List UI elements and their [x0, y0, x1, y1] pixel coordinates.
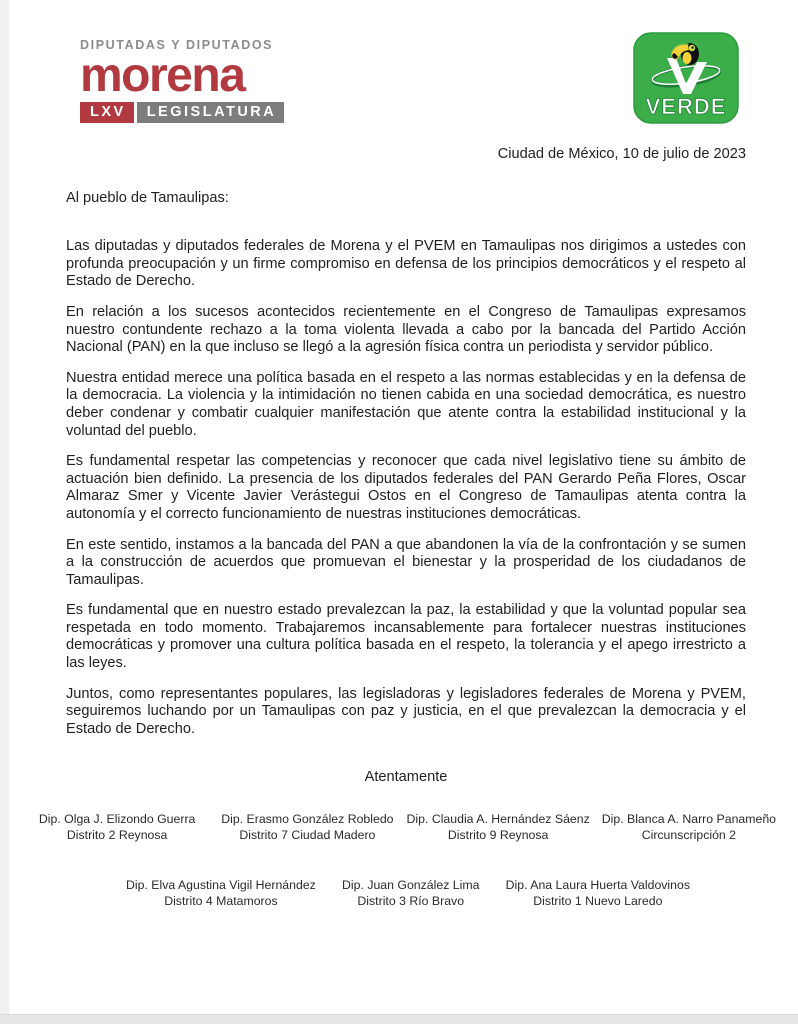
signature-row-2	[122, 878, 694, 909]
paragraph-5: En este sentido, instamos a la bancada del PAN a que abandonen la vía de la confrontación y se sumen a la construcción de acuerdos que promuevan el bienestar y la prosperidad de los ciudadanos de Tamaulipas.	[66, 536, 746, 588]
deputy-name: Dip. Claudia A. Hernández Sáenz	[406, 812, 590, 826]
deputy-district: Distrito 1 Nuevo Laredo	[533, 893, 663, 908]
scan-left-edge	[0, 0, 10, 1024]
deputy-name: Dip. Elva Agustina Vigil Hernández	[126, 878, 316, 892]
morena-wordmark: morena	[80, 49, 245, 102]
deputy-district: Distrito 2 Reynosa	[66, 827, 168, 842]
deputy-name: Dip. Erasmo González Robledo	[221, 812, 394, 826]
morena-logo	[80, 38, 280, 123]
signature-block	[22, 812, 212, 843]
signature-block	[122, 878, 320, 909]
deputy-name: Dip. Ana Laura Huerta Valdovinos	[505, 878, 690, 892]
verde-logo-icon	[633, 32, 739, 124]
deputy-name: Dip. Blanca A. Narro Panameño	[601, 812, 777, 826]
signature-row-1	[22, 812, 784, 843]
salutation: Al pueblo de Tamaulipas:	[66, 189, 229, 206]
lxv-badge: LXV	[80, 102, 134, 123]
signature-block	[212, 812, 402, 843]
deputy-district: Circunscripción 2	[641, 827, 737, 842]
signature-block	[403, 812, 594, 843]
paragraph-1: Las diputadas y diputados federales de Morena y el PVEM en Tamaulipas nos dirigimos a ustedes con profunda preocupación y un firme compromiso en defensa de los principios democráticos y el respeto al Estado de Derecho.	[66, 238, 746, 290]
paragraph-4: Es fundamental respetar las competencias y reconocer que cada nivel legislativo tiene su ámbito de actuación bien definido. La presencia de los diputados federales del PAN Gerardo Peña Flores, Oscar Almaraz Smer y Vicente Javier Verástegui Ostos en el Congreso de Tamaulipas atenta contra la autonomía y el correcto funcionamiento de nuestras instituciones democráticas.	[66, 453, 746, 522]
signature-block	[594, 812, 784, 843]
dateline: Ciudad de México, 10 de julio de 2023	[497, 146, 746, 162]
deputy-name: Dip. Juan González Lima	[342, 878, 480, 892]
deputy-district: Distrito 7 Ciudad Madero	[239, 827, 376, 842]
deputy-district: Distrito 9 Reynosa	[447, 827, 549, 842]
scan-bottom-edge	[0, 1014, 798, 1024]
morena-legislature-badges	[80, 102, 284, 123]
deputy-name: Dip. Olga J. Elizondo Guerra	[38, 812, 196, 826]
paragraph-6: Es fundamental que en nuestro estado prevalezcan la paz, la estabilidad y que la voluntad popular sea respetada en todo momento. Trabajaremos incansablemente para fortalecer nuestras instituciones democráticas y promover una cultura política basada en el respeto, la tolerancia y el apego irrestricto a las leyes.	[66, 602, 746, 672]
deputy-district: Distrito 3 Río Bravo	[357, 893, 465, 908]
letter-body	[66, 146, 746, 802]
deputy-district: Distrito 4 Matamoros	[164, 893, 278, 908]
paragraph-2: En relación a los sucesos acontecidos recientemente en el Congreso de Tamaulipas expresamos nuestro contundente rechazo a la toma violenta llevada a cabo por la bancada del Partido Acción Nacional (PAN) en la que incluso se llegó a la agresión física contra un periodista y servidor público.	[66, 303, 746, 356]
paragraph-3: Nuestra entidad merece una política basada en el respeto a las normas establecidas y en la defensa de la democracia. La violencia y la intimidación no tienen cabida en una sociedad democrática, es nuestro deber condenar y combatir cualquier manifestación que atente contra la estabilidad institucional y la voluntad del pueblo.	[66, 369, 746, 439]
signature-block	[320, 878, 502, 909]
legislatura-badge: LEGISLATURA	[137, 102, 285, 123]
signature-block	[502, 878, 694, 909]
verde-logo-label: VERDE	[645, 94, 727, 119]
morena-logo-topline: DIPUTADAS Y DIPUTADOS	[80, 38, 274, 52]
paragraph-7: Juntos, como representantes populares, las legisladoras y legisladores federales de Morena y PVEM, seguiremos luchando por un Tamaulipas con paz y justicia, en el que prevalezcan la democracia y el Estado de Derecho.	[66, 685, 746, 737]
verde-party-logo	[633, 32, 739, 124]
closing-word: Atentamente	[364, 769, 448, 786]
